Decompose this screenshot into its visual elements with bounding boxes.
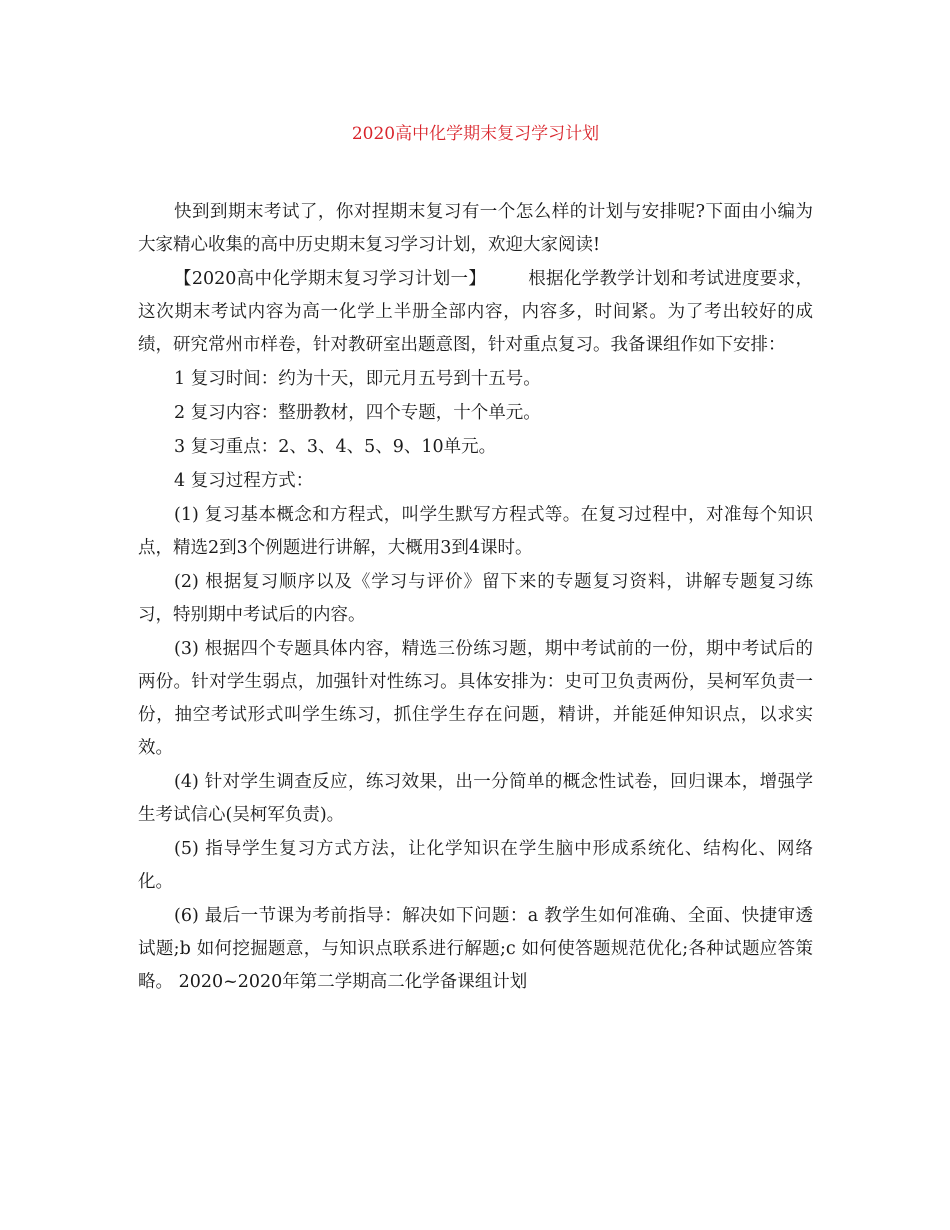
sub-list-item: (5) 指导学生复习方式方法，让化学知识在学生脑中形成系统化、结构化、网络化。: [138, 839, 813, 892]
list-item: 1 复习时间：约为十天，即元月五号到十五号。: [174, 369, 541, 389]
section-intro-text: 根据化学教学计划和考试进度要求，这次期末考试内容为高一化学上半册全部内容，内容多，时间紧。为了考出较好的成绩，研究常州市样卷，针对教研室出题意图，针对重点复习。我备课组作如下安排：: [138, 269, 814, 355]
sub-list-item: (1) 复习基本概念和方程式，叫学生默写方程式等。在复习过程中，对准每个知识点，精选2到3个例题进行讲解，大概用3到4课时。: [138, 505, 813, 558]
intro-paragraph: 快到到期末考试了，你对捏期末复习有一个怎么样的计划与安排呢?下面由小编为大家精心收集的高中历史期末复习学习计划，欢迎大家阅读!: [138, 202, 813, 255]
sub-list-item: (2) 根据复习顺序以及《学习与评价》留下来的专题复习资料，讲解专题复习练习，特别期中考试后的内容。: [138, 572, 813, 625]
sub-list-item: (6) 最后一节课为考前指导：解决如下问题：a 教学生如何准确、全面、快捷审透试题;b 如何挖掘题意，与知识点联系进行解题;c 如何使答题规范优化;各种试题应答策略。 2020~2020年第二学期高二化学备课组计划: [138, 906, 813, 992]
document-body: [138, 196, 813, 1000]
section-paragraph: [138, 263, 813, 362]
list-item: 2 复习内容：整册教材，四个专题，十个单元。: [174, 403, 541, 423]
sub-list-item: (4) 针对学生调查反应，练习效果，出一分简单的概念性试卷，回归课本，增强学生考试信心(吴柯军负责)。: [138, 772, 813, 825]
list-item: 3 复习重点：2、3、4、5、9、10单元。: [174, 437, 497, 457]
sub-list-item: (3) 根据四个专题具体内容，精选三份练习题，期中考试前的一份，期中考试后的两份。针对学生弱点，加强针对性练习。具体安排为：史可卫负责两份，吴柯军负责一份，抽空考试形式叫学生练习，抓住学生存在问题，精讲，并能延伸知识点，以求实效。: [138, 639, 813, 758]
document-title: 2020高中化学期末复习学习计划: [351, 124, 600, 144]
section-heading: 【2020高中化学期末复习学习计划一】: [174, 269, 487, 289]
list-item: 4 复习过程方式：: [174, 471, 314, 491]
